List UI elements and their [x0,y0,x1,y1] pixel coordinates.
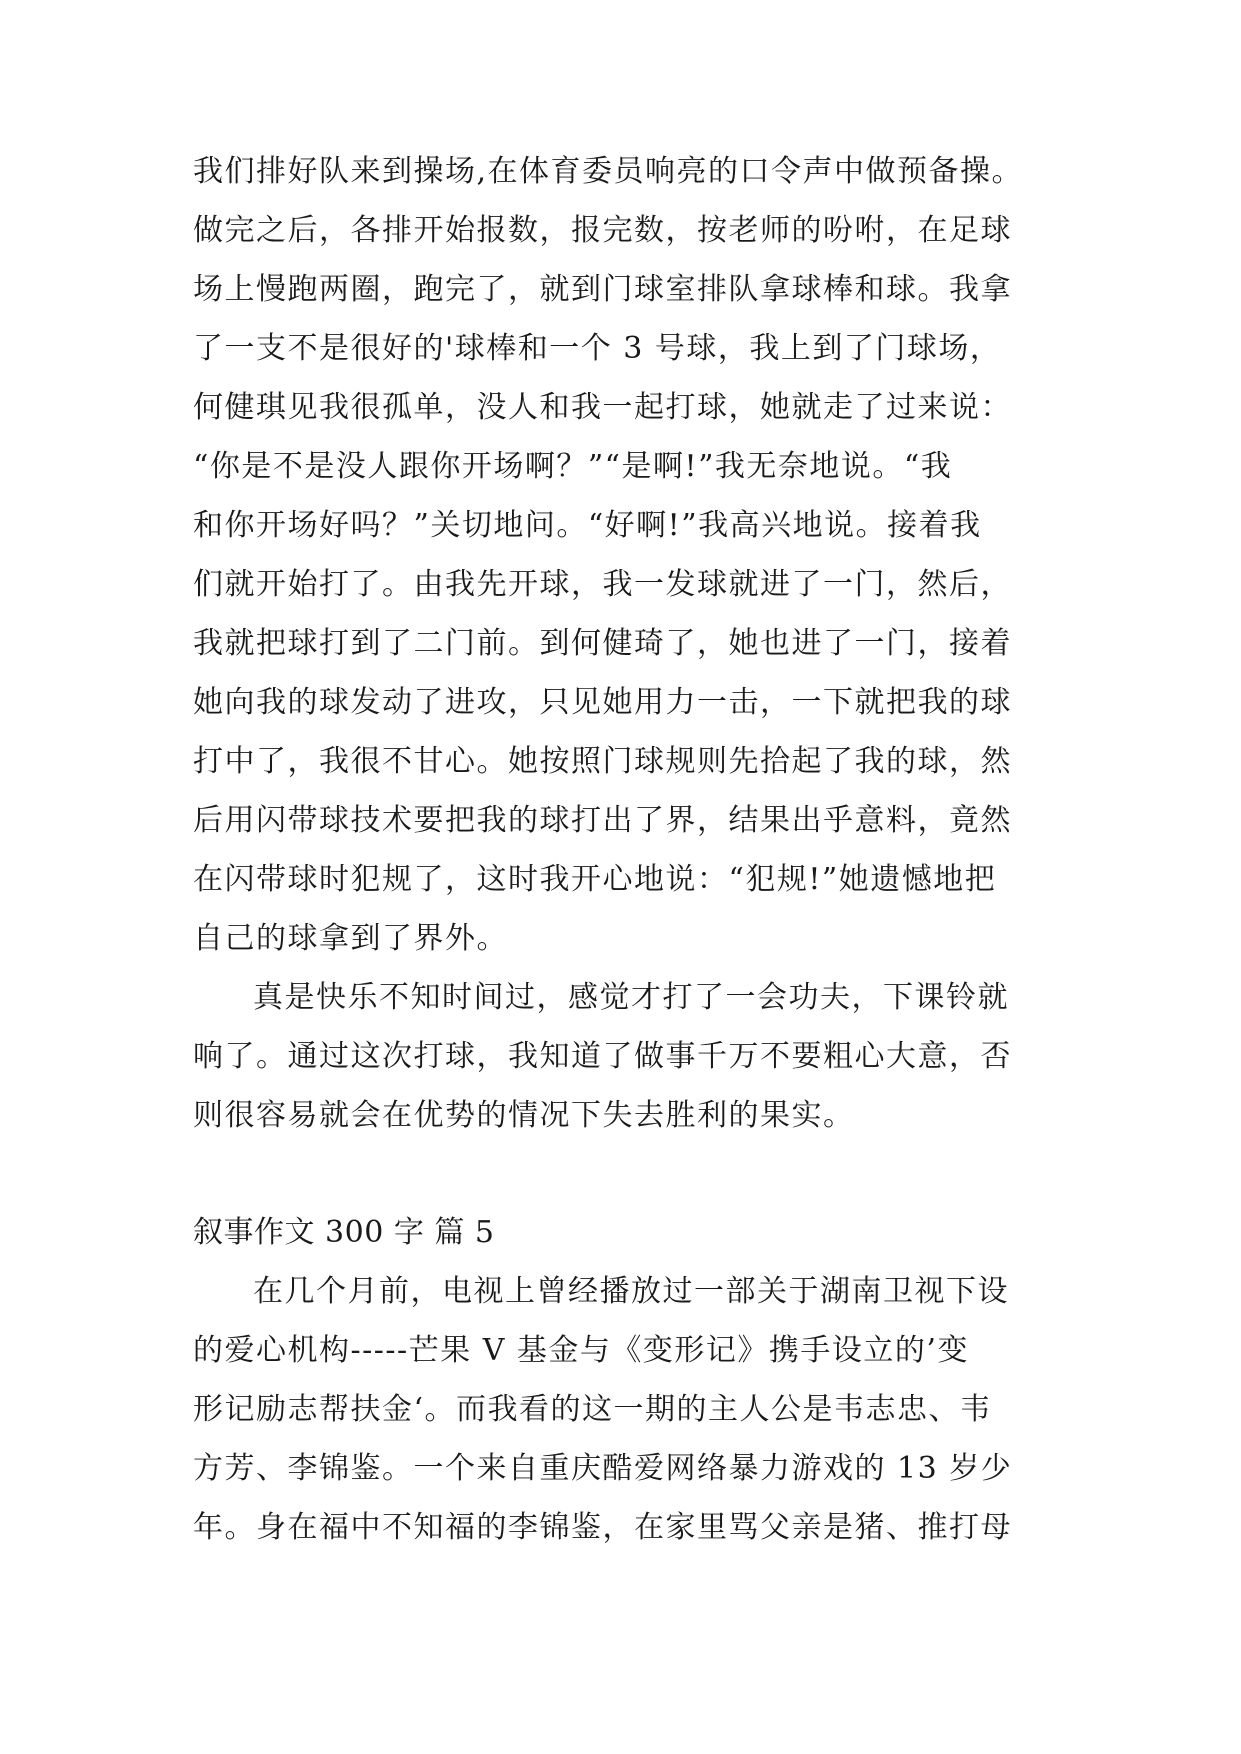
section-heading: 叙事作文 300 字 篇 5 [193,1215,495,1250]
paragraph-line: 了一支不是很好的'球棒和一个 3 号球，我上到了门球场， [193,331,1002,366]
paragraph-line: 真是快乐不知时间过，感觉才打了一会功夫，下课铃就 [253,980,1009,1015]
paragraph-line: 何健琪见我很孤单，没人和我一起打球，她就走了过来说： [193,390,1012,425]
paragraph-line: 场上慢跑两圈，跑完了，就到门球室排队拿球棒和球。我拿 [193,272,1012,307]
paragraph-line: 我们排好队来到操场,在体育委员响亮的口令声中做预备操。 [193,154,1024,189]
paragraph-line: 的爱心机构-----芒果 V 基金与《变形记》携手设立的’变 [193,1333,969,1368]
paragraph-line: 她向我的球发动了进攻，只见她用力一击，一下就把我的球 [193,685,1012,720]
paragraph-line: 在几个月前，电视上曾经播放过一部关于湖南卫视下设 [253,1274,1009,1309]
paragraph-line: 方芳、李锦鉴。一个来自重庆酷爱网络暴力游戏的 13 岁少 [193,1451,1013,1486]
paragraph-line: 做完之后，各排开始报数，报完数，按老师的吩咐，在足球 [193,213,1012,248]
paragraph-line: 们就开始打了。由我先开球，我一发球就进了一门，然后， [193,567,1012,602]
paragraph-line: 后用闪带球技术要把我的球打出了界，结果出乎意料，竟然 [193,803,1012,838]
paragraph-line: 年。身在福中不知福的李锦鉴，在家里骂父亲是猪、推打母 [193,1510,1012,1545]
paragraph-line: 在闪带球时犯规了，这时我开心地说：“犯规!”她遗憾地把 [193,862,997,897]
paragraph-line: 打中了，我很不甘心。她按照门球规则先拾起了我的球，然 [193,744,1012,779]
paragraph-line: “你是不是没人跟你开场啊？”“是啊!”我无奈地说。“我 [193,449,953,484]
paragraph-line: 形记励志帮扶金‘。而我看的这一期的主人公是韦志忠、韦 [193,1392,992,1427]
paragraph-line: 和你开场好吗？”关切地问。“好啊!”我高兴地说。接着我 [193,508,982,543]
paragraph-line: 响了。通过这次打球，我知道了做事千万不要粗心大意，否 [193,1039,1012,1074]
paragraph-line: 则很容易就会在优势的情况下失去胜利的果实。 [193,1098,855,1133]
paragraph-line: 自己的球拿到了界外。 [193,921,508,956]
paragraph-line: 我就把球打到了二门前。到何健琦了，她也进了一门，接着 [193,626,1012,661]
